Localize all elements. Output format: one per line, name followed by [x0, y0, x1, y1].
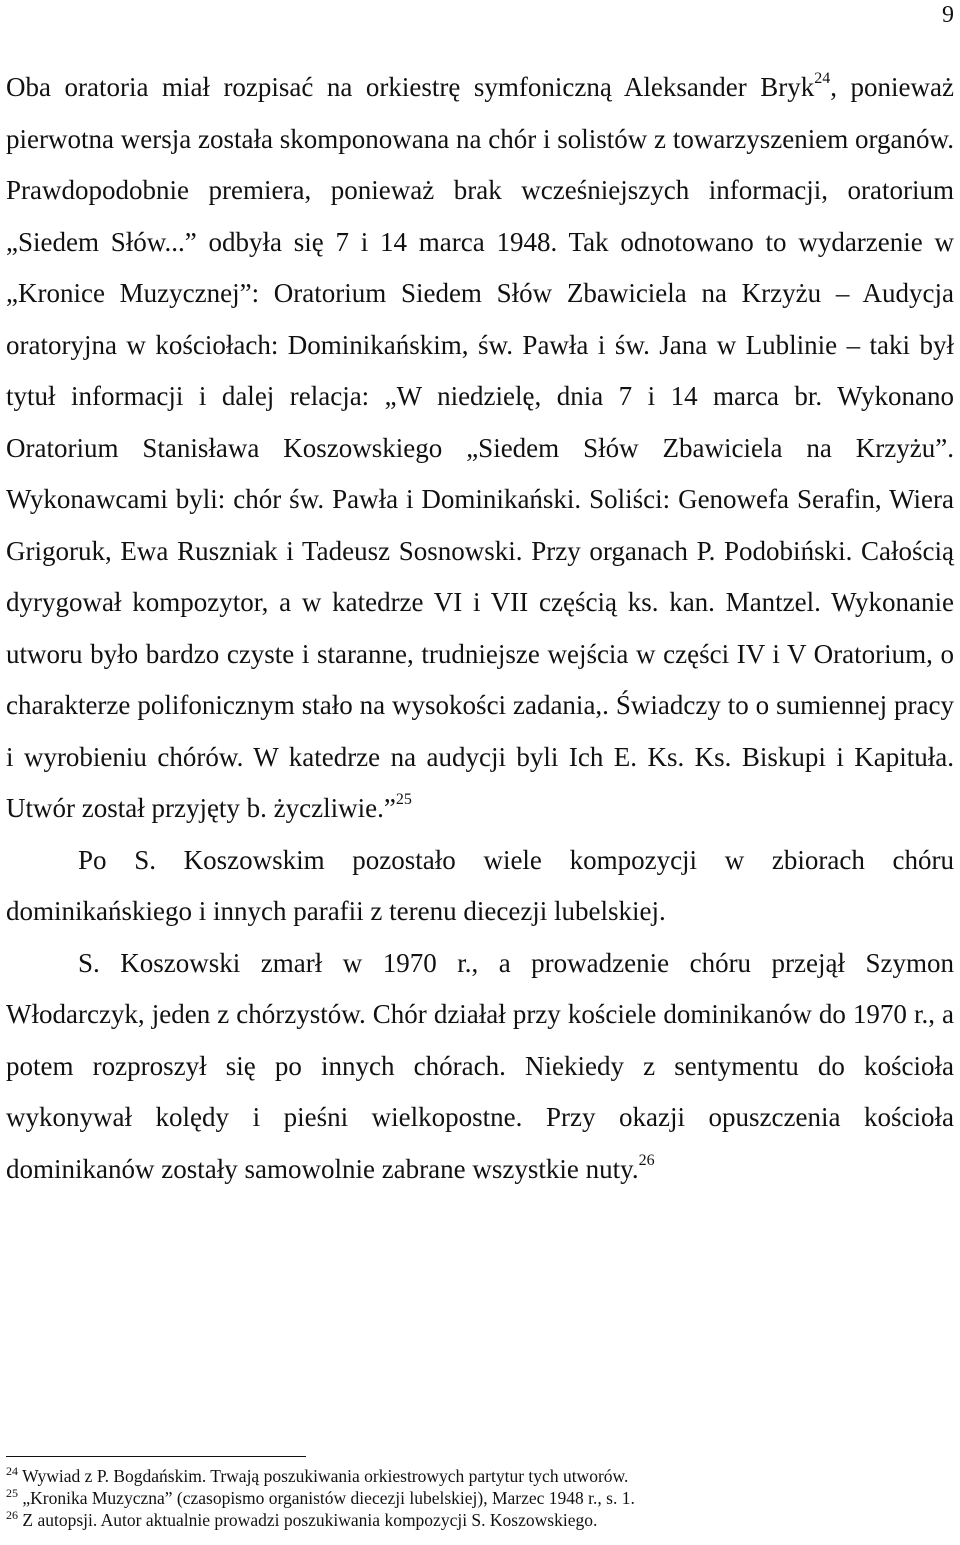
footnote-text: „Kronika Muzyczna” (czasopismo organistów diecezji lubelskiej), Marzec 1948 r., s. 1.: [22, 1488, 635, 1508]
paragraph-text: Po S. Koszowskim pozostało wiele kompozycji w zbiorach chóru dominikańskiego i innych parafii z terenu diecezji lubelskiej.: [6, 844, 954, 926]
footnote-text: Wywiad z P. Bogdańskim. Trwają poszukiwania orkiestrowych partytur tych utworów.: [22, 1466, 629, 1486]
paragraph: [6, 62, 954, 835]
paragraph: [6, 835, 954, 938]
footnote-separator: [6, 1456, 306, 1457]
footnote-number: 24: [6, 1464, 18, 1478]
footnote-number: 26: [6, 1508, 18, 1522]
paragraph-text: S. Koszowski zmarł w 1970 r., a prowadzenie chóru przejął Szymon Włodarczyk, jeden z chórzystów. Chór działał przy kościele dominikanów do 1970 r., a potem rozproszył się po innych chórach. Niekiedy z sentymentu do kościoła wykonywał kolędy i pieśni wielkopostne. Przy okazji opuszczenia kościoła dominikanów zostały samowolnie zabrane wszystkie nuty.: [6, 947, 954, 1184]
footnote-reference: 24: [814, 70, 831, 87]
paragraph-text: Oba oratoria miał rozpisać na orkiestrę symfoniczną Aleksander Bryk: [6, 72, 815, 102]
paragraph: [6, 938, 954, 1196]
footnote-text: Z autopsji. Autor aktualnie prowadzi poszukiwania kompozycji S. Koszowskiego.: [22, 1510, 598, 1530]
footnote-reference: 26: [638, 1151, 655, 1169]
footnote-number: 25: [6, 1486, 18, 1500]
footnote: [6, 1509, 954, 1531]
body-text: [6, 62, 954, 1195]
footnote: [6, 1487, 954, 1509]
footnote: [6, 1465, 954, 1487]
footnotes: [6, 1465, 954, 1531]
paragraph-text: , ponieważ pierwotna wersja została skomponowana na chór i solistów z towarzyszeniem organów. Prawdopodobnie premiera, ponieważ brak wcześniejszych informacji, oratorium „Siedem Słów...” odbyła się 7 i 14 marca 1948. Tak odnotowano to wydarzenie w „Kronice Muzycznej”: Oratorium Siedem Słów Zbawiciela na Krzyżu – Audycja oratoryjna w kościołach: Dominikańskim, św. Pawła i św. Jana w Lublinie – taki był tytuł informacji i dalej relacja: „W niedzielę, dnia 7 i 14 marca br. Wykonano Oratorium Stanisława Koszowskiego „Siedem Słów Zbawiciela na Krzyżu”. Wykonawcami byli: chór św. Pawła i Dominikański. Soliści: Genowefa Serafin, Wiera Grigoruk, Ewa Ruszniak i Tadeusz Sosnowski. Przy organach P. Podobiński. Całością dyrygował kompozytor, a w katedrze VI i VII częścią ks. kan. Mantzel. Wykonanie utworu było bardzo czyste i staranne, trudniejsze wejścia w części IV i V Oratorium, o charakterze polifonicznym stało na wysokości zadania,. Świadczy to o sumiennej pracy i wyrobieniu chórów. W katedrze na audycji byli Ich E. Ks. Ks. Biskupi i Kapituła. Utwór został przyjęty b. życzliwie.”: [6, 72, 955, 823]
footnote-reference: 25: [395, 791, 412, 808]
page-number: 9: [942, 2, 954, 28]
